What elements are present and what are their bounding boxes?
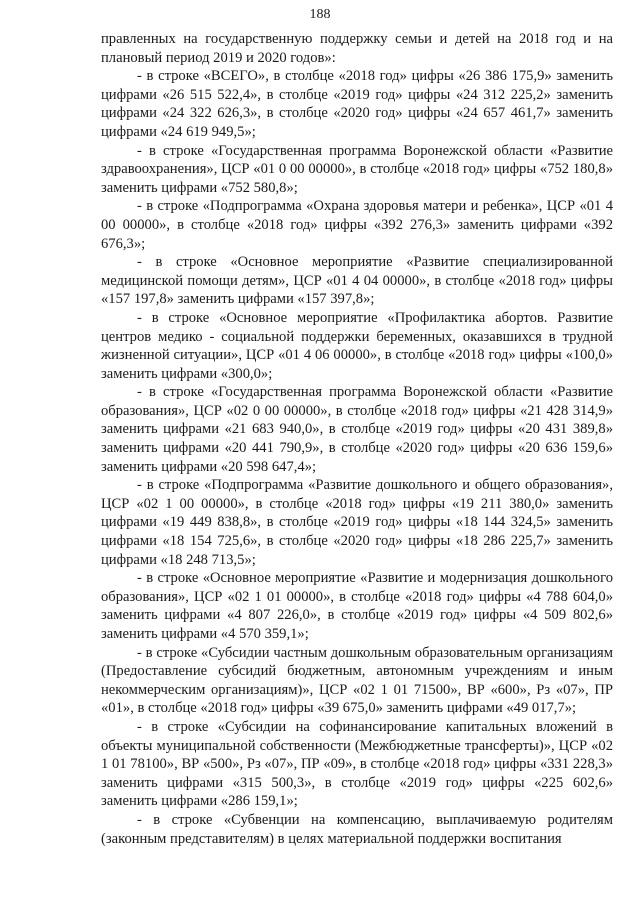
paragraph-total-row: - в строке «ВСЕГО», в столбце «2018 год» цифры «26 386 175,9» заменить цифрами «26 515 522,4», в столбце «2019 год» цифры «24 312 225,2» заменить цифрами «24 322 626,3», в столбце «2020 год» цифры «24 657 461,7» заменить цифрами «24 619 949,5»; bbox=[101, 68, 613, 140]
paragraph-abortion-prevention: - в строке «Основное мероприятие «Профилактика абортов. Развитие центров медико - социальной поддержки беременных, оказавшихся в трудной жизненной ситуации», ЦСР «01 4 06 00000», в столбце «2018 год» цифры «100,0» заменить цифрами «300,0»; bbox=[101, 309, 613, 382]
paragraph-parent-compensation: - в строке «Субвенции на компенсацию, выплачиваемую родителям (законным представителям) в целях материальной поддержки воспитания bbox=[101, 811, 613, 847]
paragraph-healthcare-program: - в строке «Государственная программа Воронежской области «Развитие здравоохранения», ЦСР «01 0 00 00000», в столбце «2018 год» цифры «752 180,8» заменить цифрами «752 580,8»; bbox=[101, 142, 613, 196]
paragraph-specialized-care: - в строке «Основное мероприятие «Развитие специализированной медицинской помощи детям», ЦСР «01 4 04 00000», в столбце «2018 год» цифры «157 197,8» заменить цифрами «157 397,8»; bbox=[101, 254, 613, 308]
paragraph-continuation: правленных на государственную поддержку семьи и детей на 2018 год и на плановый период 2019 и 2020 годов»: bbox=[101, 31, 613, 66]
paragraph-capital-investment: - в строке «Субсидии на софинансирование капитальных вложений в объекты муниципальной собственности (Межбюджетные трансферты)», ЦСР «02 1 01 78100», ВР «500», Рз «07», ПР «09», в столбце «2018 год» цифры «331 228,3» заменить цифрами «315 500,3», в столбце «2019 год» цифры «225 602,6» заменить цифрами «286 159,1»; bbox=[101, 718, 613, 810]
paragraph-private-preschool-subsidies: - в строке «Субсидии частным дошкольным образовательным организациям (Предоставление субсидий бюджетным, автономным учреждениям и иным некоммерческим организациям)», ЦСР «02 1 01 71500», ВР «600», Рз «07», ПР «01», в столбце «2018 год» цифры «39 675,0» заменить цифрами «49 017,7»; bbox=[101, 644, 613, 717]
paragraph-preschool-modernization: - в строке «Основное мероприятие «Развитие и модернизация дошкольного образования», ЦСР «02 1 01 00000», в столбце «2018 год» цифры «4 788 604,0» заменить цифрами «4 807 226,0», в столбце «2019 год» цифры «4 509 802,6» заменить цифрами «4 570 359,1»; bbox=[101, 570, 613, 642]
paragraph-education-program: - в строке «Государственная программа Воронежской области «Развитие образования», ЦСР «02 0 00 00000», в столбце «2018 год» цифры «21 428 314,9» заменить цифрами «21 683 940,0», в столбце «2019 год» цифры «20 431 389,8» заменить цифрами «20 441 790,9», в столбце «2020 год» цифры «20 636 159,6» заменить цифрами «20 598 647,4»; bbox=[101, 384, 613, 475]
paragraph-preschool-general: - в строке «Подпрограмма «Развитие дошкольного и общего образования», ЦСР «02 1 00 00000», в столбце «2018 год» цифры «19 211 380,0» заменить цифрами «19 449 838,8», в столбце «2019 год» цифры «18 144 324,5» заменить цифрами «18 154 725,6», в столбце «2020 год» цифры «18 286 225,7» заменить цифрами «18 248 713,5»; bbox=[101, 477, 613, 568]
paragraph-maternal-health: - в строке «Подпрограмма «Охрана здоровья матери и ребенка», ЦСР «01 4 00 00000», в столбце «2018 год» цифры «392 276,3» заменить цифрами «392 676,3»; bbox=[101, 198, 613, 252]
page-number: 188 bbox=[309, 7, 331, 22]
document-body bbox=[101, 30, 613, 848]
